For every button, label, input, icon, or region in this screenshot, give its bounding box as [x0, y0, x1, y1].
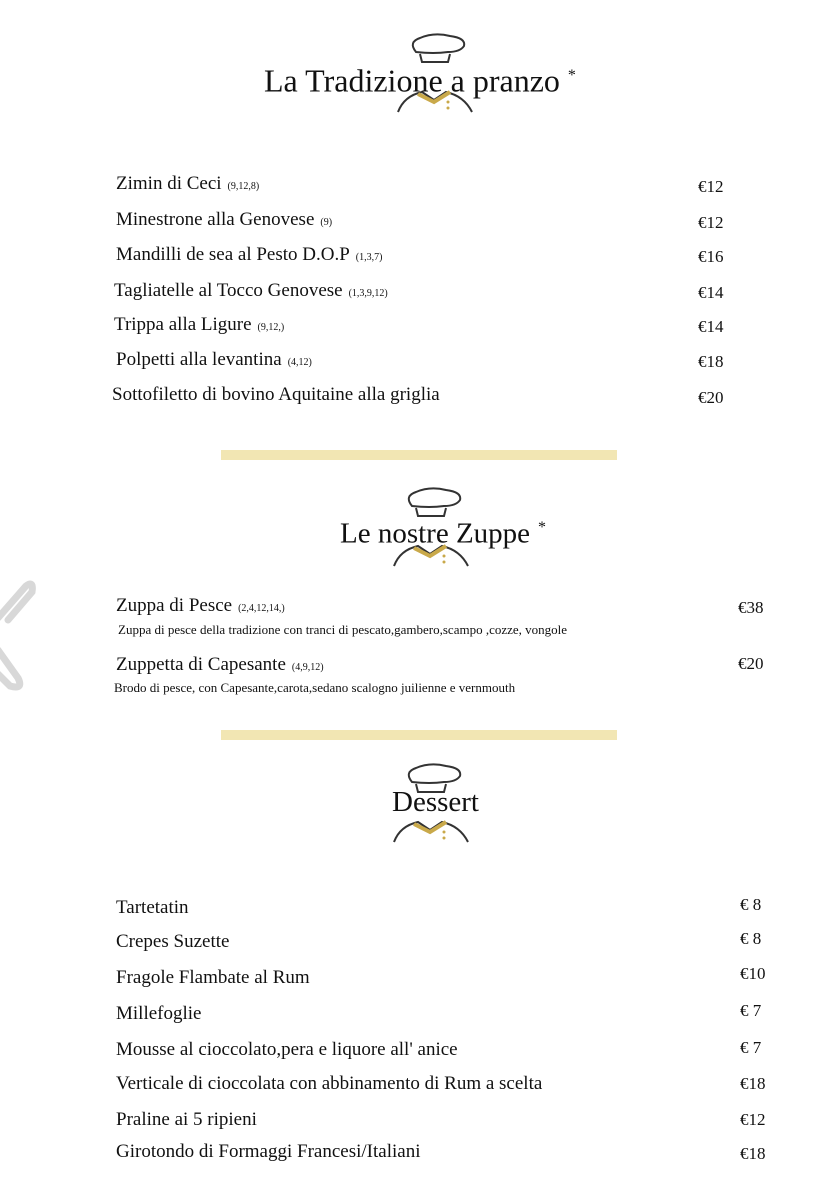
allergen-codes: (4,12): [287, 357, 312, 368]
list-item: Zuppa di Pesce (2,4,12,14,): [116, 595, 285, 616]
title-asterisk: *: [538, 519, 547, 536]
list-item: Zimin di Ceci (9,12,8): [116, 173, 260, 194]
item-price: €14: [698, 283, 724, 302]
list-item: Polpetti alla levantina (4,12): [116, 349, 312, 370]
list-item: Minestrone alla Genovese (9): [116, 209, 333, 230]
item-price: €18: [740, 1074, 766, 1093]
list-item: Tagliatelle al Tocco Genovese (1,3,9,12): [114, 280, 388, 301]
allergen-codes: (1,3,7): [355, 252, 383, 263]
item-price: €18: [698, 352, 724, 371]
hanger-outline-icon: [0, 578, 36, 698]
item-price: € 8: [740, 895, 762, 914]
item-price: €18: [740, 1144, 766, 1163]
item-price: €38: [738, 598, 764, 617]
list-item: Sottofiletto di bovino Aquitaine alla griglia: [112, 384, 440, 405]
section-divider: [221, 450, 617, 460]
item-price: €20: [738, 654, 764, 673]
allergen-codes: (9,12,): [257, 322, 285, 333]
list-item: Verticale di cioccolata con abbinamento di Rum a scelta: [116, 1073, 543, 1094]
list-item: Crepes Suzette: [116, 931, 230, 952]
title-asterisk: *: [567, 67, 576, 84]
item-price: € 7: [740, 1038, 762, 1057]
list-item: Millefoglie: [116, 1003, 202, 1024]
list-item: Mousse al cioccolato,pera e liquore all' anice: [116, 1039, 458, 1060]
item-price: € 7: [740, 1001, 762, 1020]
item-price: €10: [740, 964, 766, 983]
item-price: €12: [698, 213, 724, 232]
list-item: Trippa alla Ligure (9,12,): [114, 314, 285, 335]
item-description: Brodo di pesce, con Capesante,carota,sedano scalogno juilienne e vernmouth: [114, 680, 516, 695]
item-price: €16: [698, 247, 724, 266]
item-price: €12: [740, 1110, 766, 1129]
item-price: €20: [698, 388, 724, 407]
allergen-codes: (9,12,8): [227, 181, 260, 192]
allergen-codes: (2,4,12,14,): [238, 603, 285, 614]
list-item: Fragole Flambate al Rum: [116, 967, 310, 988]
allergen-codes: (9): [320, 217, 333, 228]
list-item: Praline ai 5 ripieni: [116, 1109, 257, 1130]
allergen-codes: (1,3,9,12): [348, 288, 388, 299]
section-title-soups: Le nostre Zuppe *: [340, 517, 547, 550]
item-price: €14: [698, 317, 724, 336]
allergen-codes: (4,9,12): [291, 662, 324, 673]
list-item: Mandilli de sea al Pesto D.O.P (1,3,7): [116, 244, 383, 265]
list-item: Girotondo di Formaggi Francesi/Italiani: [116, 1141, 421, 1162]
item-description: Zuppa di pesce della tradizione con tranci di pescato,gambero,scampo ,cozze, vongole: [118, 622, 568, 637]
item-price: €12: [698, 177, 724, 196]
section-divider: [221, 730, 617, 740]
item-price: € 8: [740, 929, 762, 948]
list-item: Tartetatin: [116, 897, 189, 918]
section-title-lunch: La Tradizione a pranzo *: [264, 62, 576, 99]
section-title-dessert: Dessert: [392, 786, 479, 818]
list-item: Zuppetta di Capesante (4,9,12): [116, 654, 324, 675]
